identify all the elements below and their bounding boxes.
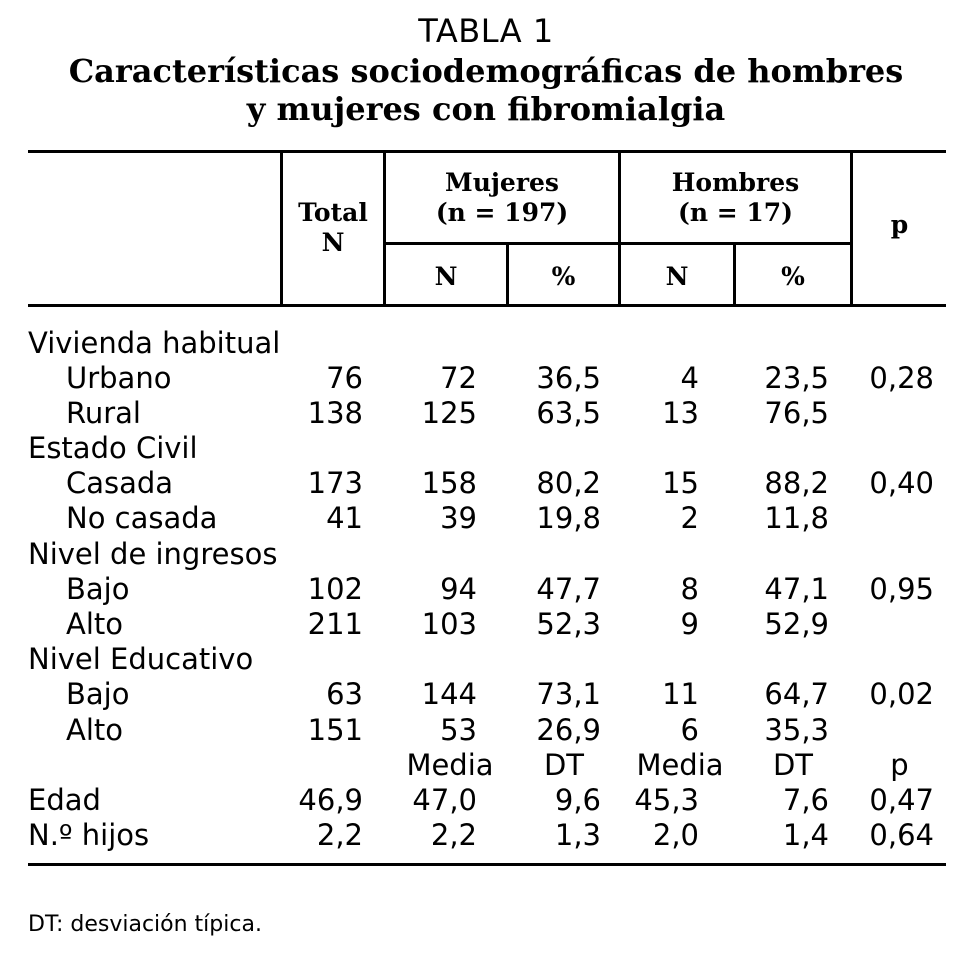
cell-hombres-n: 8 <box>680 572 699 606</box>
header-total <box>283 198 383 258</box>
cell-mujeres-n: 39 <box>440 501 477 535</box>
cell-hombres-pct: 11,8 <box>764 501 829 535</box>
cell-p-value: p <box>890 748 909 782</box>
cell-hombres-n: 11 <box>662 677 699 711</box>
cell-total-n: 63 <box>326 677 363 711</box>
cell-hombres-pct: 1,4 <box>782 818 829 852</box>
cell-hombres-pct: 7,6 <box>782 783 829 817</box>
header-hombres-n: N <box>665 262 689 291</box>
table-number: TABLA 1 <box>418 12 554 50</box>
group-label: Edad <box>28 783 101 817</box>
row-label: Alto <box>66 713 124 747</box>
cell-mujeres-pct: 73,1 <box>536 677 601 711</box>
cell-total-n: 151 <box>307 713 363 747</box>
cell-mujeres-n: 72 <box>440 361 477 395</box>
cell-mujeres-pct: 80,2 <box>536 466 601 500</box>
row-label: Bajo <box>66 572 130 606</box>
group-label: Nivel de ingresos <box>28 537 278 571</box>
row-label: Casada <box>66 466 174 500</box>
cell-hombres-pct: 35,3 <box>764 713 829 747</box>
cell-total-n: 41 <box>326 501 363 535</box>
header-hombres-line1: Hombres <box>671 168 800 197</box>
header-mujeres-pct: % <box>551 262 576 291</box>
cell-hombres-pct: 52,9 <box>764 607 829 641</box>
cell-hombres-pct: 47,1 <box>764 572 829 606</box>
row-label: No casada <box>66 501 218 535</box>
cell-mujeres-n: 47,0 <box>412 783 477 817</box>
cell-mujeres-pct: 9,6 <box>554 783 601 817</box>
group-label: Vivienda habitual <box>28 326 281 360</box>
table-bottom-rule <box>28 863 946 866</box>
cell-total-n: 211 <box>307 607 363 641</box>
cell-hombres-n: 4 <box>680 361 699 395</box>
cell-mujeres-n: 94 <box>440 572 477 606</box>
group-label: N.º hijos <box>28 818 150 852</box>
row-label: Bajo <box>66 677 130 711</box>
cell-total-n: 138 <box>307 396 363 430</box>
header-mujeres <box>386 168 618 228</box>
cell-hombres-n: 6 <box>680 713 699 747</box>
table-caption-line-1: Características sociodemográficas de hombres <box>68 52 904 90</box>
header-bottom-rule <box>28 304 946 307</box>
header-hombres <box>621 168 850 228</box>
table-caption-line-2: y mujeres con fibromialgia <box>246 90 726 128</box>
cell-mujeres-n: 125 <box>421 396 477 430</box>
group-label: Nivel Educativo <box>28 642 254 676</box>
header-total-line2: N <box>321 228 345 257</box>
group-label: Estado Civil <box>28 431 198 465</box>
cell-mujeres-n: 144 <box>421 677 477 711</box>
row-label: Rural <box>66 396 141 430</box>
top-rule <box>28 150 946 153</box>
cell-mujeres-n: Media <box>406 748 494 782</box>
cell-p-value: 0,64 <box>869 818 934 852</box>
cell-total-n: 46,9 <box>298 783 363 817</box>
cell-p-value: 0,02 <box>869 677 934 711</box>
cell-mujeres-n: 53 <box>440 713 477 747</box>
cell-hombres-pct: 76,5 <box>764 396 829 430</box>
cell-mujeres-pct: DT <box>543 748 585 782</box>
cell-hombres-n: 2,0 <box>652 818 699 852</box>
cell-hombres-pct: 23,5 <box>764 361 829 395</box>
cell-mujeres-n: 158 <box>421 466 477 500</box>
cell-mujeres-pct: 36,5 <box>536 361 601 395</box>
cell-p-value: 0,28 <box>869 361 934 395</box>
header-hombres-pct: % <box>781 262 805 291</box>
cell-mujeres-n: 2,2 <box>430 818 477 852</box>
cell-mujeres-pct: 52,3 <box>536 607 601 641</box>
cell-mujeres-pct: 19,8 <box>536 501 601 535</box>
cell-total-n: 76 <box>326 361 363 395</box>
cell-hombres-n: 2 <box>680 501 699 535</box>
header-mujeres-line2: (n = 197) <box>435 198 569 227</box>
row-label: Urbano <box>66 361 172 395</box>
header-p: p <box>890 210 909 239</box>
header-hombres-line2: (n = 17) <box>678 198 793 227</box>
cell-mujeres-pct: 63,5 <box>536 396 601 430</box>
cell-p-value: 0,47 <box>869 783 934 817</box>
cell-total-n: 173 <box>307 466 363 500</box>
cell-total-n: 2,2 <box>316 818 363 852</box>
cell-total-n: 102 <box>307 572 363 606</box>
footnote: DT: desviación típica. <box>28 912 262 937</box>
cell-mujeres-pct: 26,9 <box>536 713 601 747</box>
cell-mujeres-pct: 47,7 <box>536 572 601 606</box>
cell-hombres-n: 15 <box>662 466 699 500</box>
header-total-line1: Total <box>298 198 368 227</box>
header-mujeres-n: N <box>434 262 458 291</box>
cell-hombres-n: 9 <box>680 607 699 641</box>
cell-hombres-pct: 88,2 <box>764 466 829 500</box>
cell-hombres-pct: DT <box>772 748 814 782</box>
cell-hombres-n: 13 <box>662 396 699 430</box>
row-label: Alto <box>66 607 124 641</box>
cell-p-value: 0,40 <box>869 466 934 500</box>
cell-hombres-n: Media <box>636 748 724 782</box>
cell-hombres-pct: 64,7 <box>764 677 829 711</box>
cell-mujeres-n: 103 <box>421 607 477 641</box>
cell-mujeres-pct: 1,3 <box>554 818 601 852</box>
cell-hombres-n: 45,3 <box>634 783 699 817</box>
header-mujeres-line1: Mujeres <box>445 168 559 197</box>
cell-p-value: 0,95 <box>869 572 934 606</box>
